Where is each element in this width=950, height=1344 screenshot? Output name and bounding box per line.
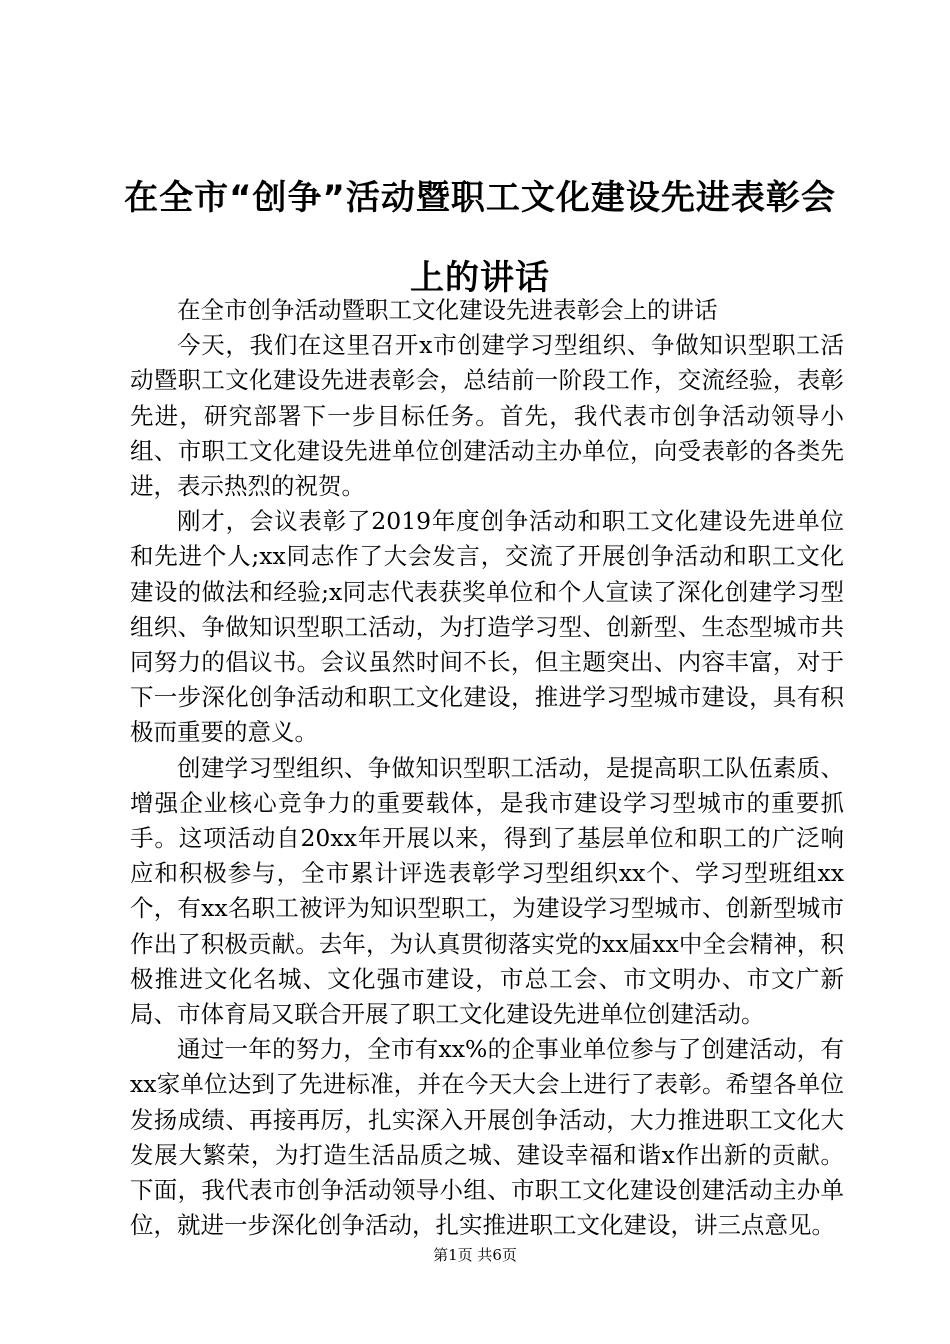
paragraph: 刚才，会议表彰了2019年度创争活动和职工文化建设先进单位和先进个人;xx同志作了大会发言，交流了开展创争活动和职工文化建设的做法和经验;x同志代表获奖单位和个人宣读了深化创建学习型组织、争做知识型职工活动，为打造学习型、创新型、生态型城市共同努力的倡议书。会议虽然时间不长，但主题突出、内容丰富，对于下一步深化创争活动和职工文化建设，推进学习型城市建设，具有积极而重要的意义。	[130, 507, 844, 747]
document-body	[130, 293, 844, 1243]
paragraph: 创建学习型组织、争做知识型职工活动，是提高职工队伍素质、增强企业核心竞争力的重要载体，是我市建设学习型城市的重要抓手。这项活动自20xx年开展以来，得到了基层单位和职工的广泛响应和积极参与，全市累计评选表彰学习型组织xx个、学习型班组xx个，有xx名职工被评为知识型职工，为建设学习型城市、创新型城市作出了积极贡献。去年，为认真贯彻落实党的xx届xx中全会精神，积极推进文化名城、文化强市建设，市总工会、市文明办、市文广新局、市体育局又联合开展了职工文化建设先进单位创建活动。	[130, 753, 844, 1029]
document-subtitle: 在全市创争活动暨职工文化建设先进表彰会上的讲话	[177, 296, 718, 324]
paragraph: 通过一年的努力，全市有xx%的企事业单位参与了创建活动，有xx家单位达到了先进标准，并在今天大会上进行了表彰。希望各单位发扬成绩、再接再厉，扎实深入开展创争活动，大力推进职工文化大发展大繁荣，为打造生活品质之城、建设幸福和谐x作出新的贡献。下面，我代表市创争活动领导小组、市职工文化建设创建活动主办单位，就进一步深化创争活动，扎实推进职工文化建设，讲三点意见。	[130, 1035, 844, 1240]
paragraph: 今天，我们在这里召开x市创建学习型组织、争做知识型职工活动暨职工文化建设先进表彰会，总结前一阶段工作，交流经验，表彰先进，研究部署下一步目标任务。首先，我代表市创争活动领导小组、市职工文化建设先进单位创建活动主办单位，向受表彰的各类先进，表示热烈的祝贺。	[130, 331, 844, 501]
page-number-footer: 第1页 共6页	[433, 1246, 517, 1264]
document-title: 在全市“创争”活动暨职工文化建设先进表彰会上的讲话	[124, 178, 836, 298]
